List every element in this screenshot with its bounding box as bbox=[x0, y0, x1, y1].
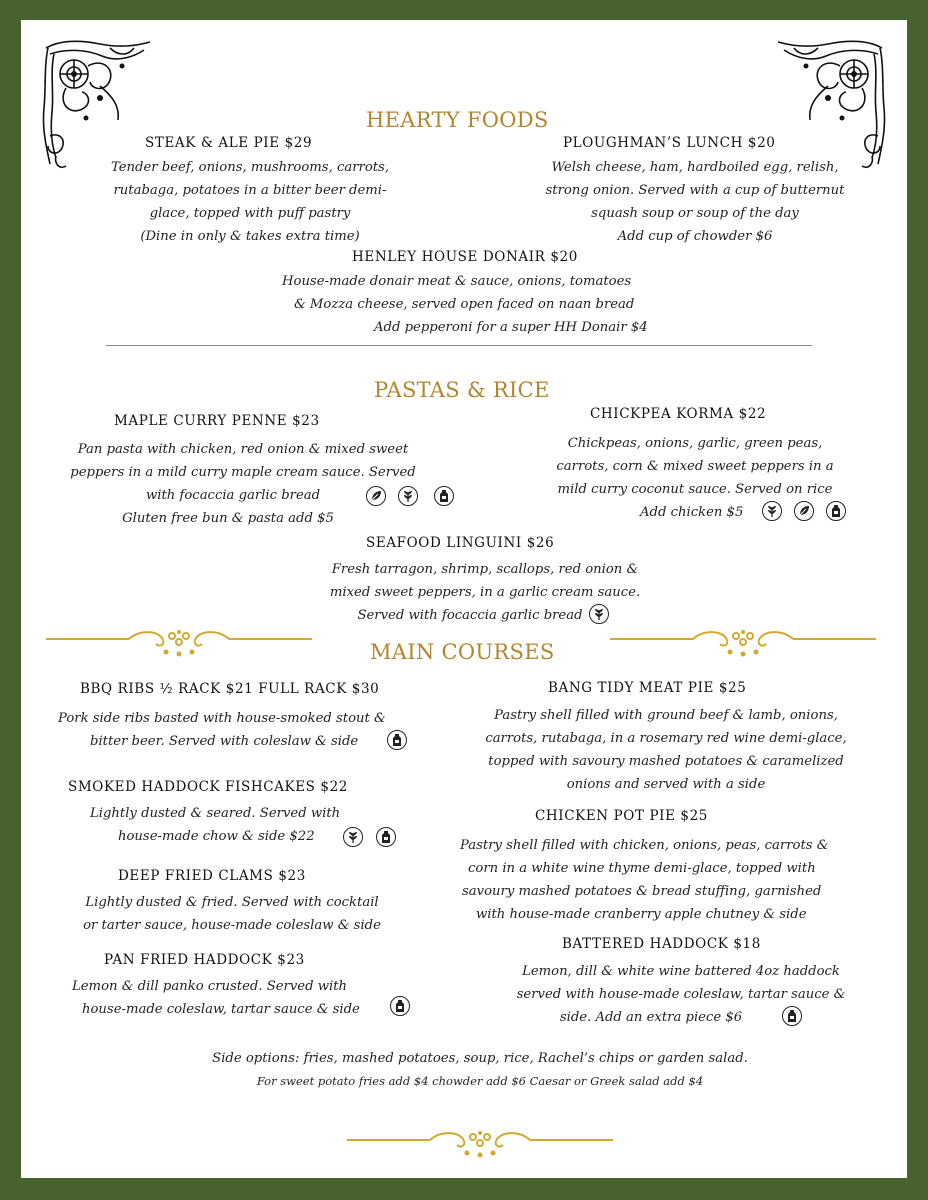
item-title-seafood-linguini: SEAFOOD LINGUINI $26 bbox=[366, 535, 555, 551]
vegetarian-wheat-icon bbox=[398, 486, 418, 506]
vegetarian-wheat-icon bbox=[589, 604, 609, 624]
item-title-steak-ale-pie: STEAK & ALE PIE $29 bbox=[145, 135, 313, 151]
corner-ornament-left-icon bbox=[40, 36, 160, 176]
item-title-deep-fried-clams: DEEP FRIED CLAMS $23 bbox=[118, 868, 306, 884]
section-divider bbox=[106, 345, 812, 346]
item-title-chickpea-korma: CHICKPEA KORMA $22 bbox=[590, 406, 767, 422]
item-desc-chickpea-korma: Chickpeas, onions, garlic, green peas, carrots, corn & mixed sweet peppers in a mild curry coconut sauce. Served on rice Add chicken $5 bbox=[556, 436, 834, 520]
item-desc-bbq-ribs: Pork side ribs basted with house-smoked stout & bitter beer. Served with coleslaw & side bbox=[58, 711, 386, 749]
item-desc-henley-house-donair: House-made donair meat & sauce, onions, tomatoes & Mozza cheese, served open faced on naan bread Add pepperoni for a super HH Donair $4 bbox=[282, 274, 648, 335]
item-desc-ploughmans-lunch: Welsh cheese, ham, hardboiled egg, relish, strong onion. Served with a cup of butternut squash soup or soup of the day Add cup of chowder $6 bbox=[545, 160, 845, 244]
gold-ornament-divider-icon bbox=[608, 624, 878, 664]
dairy-milk-icon bbox=[390, 996, 410, 1016]
side-options-text: Side options: fries, mashed potatoes, soup, rice, Rachel’s chips or garden salad. bbox=[212, 1051, 748, 1066]
item-desc-seafood-linguini: Fresh tarragon, shrimp, scallops, red onion & mixed sweet peppers, in a garlic cream sauce. Served with focaccia garlic bread bbox=[329, 562, 641, 623]
gold-ornament-divider-icon bbox=[345, 1125, 615, 1165]
gold-ornament-divider-icon bbox=[44, 624, 314, 664]
vegetarian-wheat-icon bbox=[343, 827, 363, 847]
item-desc-battered-haddock: Lemon, dill & white wine battered 4oz haddock served with house-made coleslaw, tartar sauce & side. Add an extra piece $6 bbox=[516, 964, 846, 1025]
item-desc-bang-tidy-meat-pie: Pastry shell filled with ground beef & lamb, onions, carrots, rutabaga, in a rosemary red wine demi-glace, topped with savoury mashed potatoes & caramelized onions and served with a side bbox=[485, 708, 847, 792]
item-title-ploughmans-lunch: PLOUGHMAN’S LUNCH $20 bbox=[563, 135, 776, 151]
item-title-bang-tidy-meat-pie: BANG TIDY MEAT PIE $25 bbox=[548, 680, 747, 696]
item-title-bbq-ribs: BBQ RIBS ½ RACK $21 FULL RACK $30 bbox=[80, 681, 380, 697]
item-title-smoked-haddock-fishcakes: SMOKED HADDOCK FISHCAKES $22 bbox=[68, 779, 348, 795]
item-desc-maple-curry-penne: Pan pasta with chicken, red onion & mixed sweet peppers in a mild curry maple cream sauce. Served with focaccia garlic bread Gluten free bun & pasta add $5 bbox=[70, 442, 416, 526]
section-heading-mains: MAIN COURSES bbox=[370, 640, 555, 664]
vegan-leaf-icon bbox=[794, 501, 814, 521]
vegan-leaf-icon bbox=[366, 486, 386, 506]
item-title-chicken-pot-pie: CHICKEN POT PIE $25 bbox=[535, 808, 708, 824]
item-title-henley-house-donair: HENLEY HOUSE DONAIR $20 bbox=[352, 249, 578, 265]
corner-ornament-right-icon bbox=[768, 36, 888, 176]
dairy-milk-icon bbox=[387, 730, 407, 750]
dairy-milk-icon bbox=[826, 501, 846, 521]
item-desc-deep-fried-clams: Lightly dusted & fried. Served with cocktail or tarter sauce, house-made coleslaw & side bbox=[83, 895, 381, 933]
dairy-milk-icon bbox=[434, 486, 454, 506]
item-title-pan-fried-haddock: PAN FRIED HADDOCK $23 bbox=[104, 952, 305, 968]
item-title-maple-curry-penne: MAPLE CURRY PENNE $23 bbox=[114, 413, 320, 429]
vegetarian-wheat-icon bbox=[762, 501, 782, 521]
item-desc-chicken-pot-pie: Pastry shell filled with chicken, onions, peas, carrots & corn in a white wine thyme demi-glace, topped with savoury mashed potatoes & bread stuffing, garnished with house-made cranberry apple chutney & side bbox=[460, 838, 829, 922]
item-desc-steak-ale-pie: Tender beef, onions, mushrooms, carrots, rutabaga, potatoes in a bitter beer demi- glace, topped with puff pastry (Dine in only & takes extra time) bbox=[110, 160, 390, 244]
side-addons-text: For sweet potato fries add $4 chowder add $6 Caesar or Greek salad add $4 bbox=[256, 1074, 704, 1088]
item-desc-smoked-haddock-fishcakes: Lightly dusted & seared. Served with house-made chow & side $22 bbox=[90, 806, 341, 844]
item-title-battered-haddock: BATTERED HADDOCK $18 bbox=[562, 936, 761, 952]
section-heading-pastas: PASTAS & RICE bbox=[374, 378, 550, 402]
dairy-milk-icon bbox=[782, 1006, 802, 1026]
dairy-milk-icon bbox=[376, 827, 396, 847]
section-heading-hearty: HEARTY FOODS bbox=[366, 108, 549, 132]
item-desc-pan-fried-haddock: Lemon & dill panko crusted. Served with house-made coleslaw, tartar sauce & side bbox=[72, 979, 360, 1017]
